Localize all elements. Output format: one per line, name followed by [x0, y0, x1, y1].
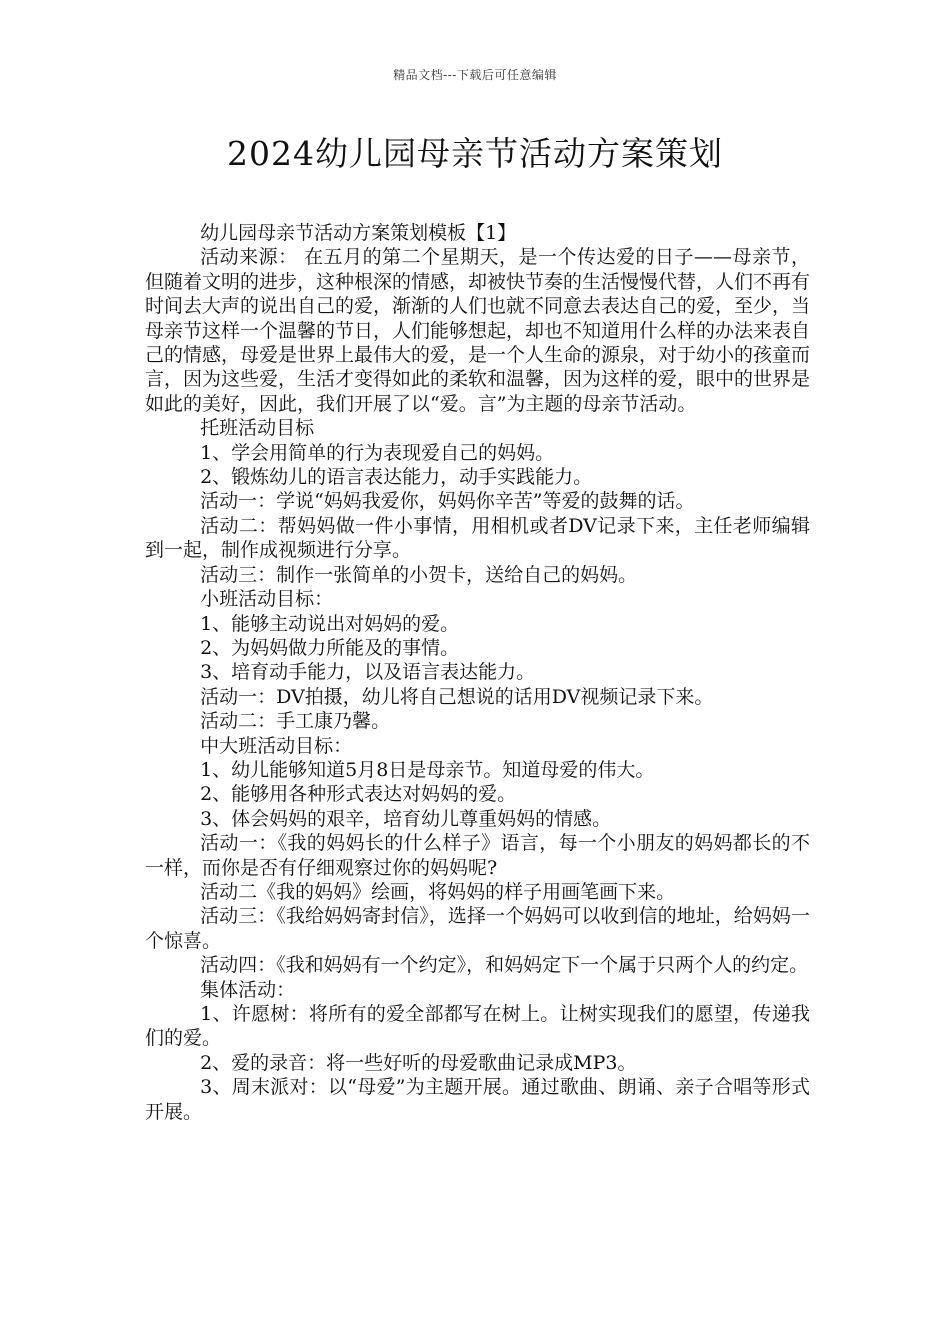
paragraph: 1、许愿树：将所有的爱全部都写在树上。让树实现我们的愿望，传递我们的爱。 [145, 1003, 810, 1050]
paragraph: 活动一：学说“妈妈我爱你，妈妈你辛苦”等爱的鼓舞的话。 [200, 490, 695, 513]
paragraph: 集体活动： [200, 978, 296, 1001]
paragraph: 1、幼儿能够知道5月8日是母亲节。知道母爱的伟大。 [200, 758, 655, 781]
paragraph: 3、周末派对：以“母爱”为主题开展。通过歌曲、朗诵、亲子合唱等形式开展。 [145, 1076, 810, 1123]
paragraph: 活动三：制作一张简单的小贺卡，送给自己的妈妈。 [200, 563, 638, 586]
paragraph: 1、能够主动说出对妈妈的爱。 [200, 612, 460, 635]
paragraph: 2、能够用各种形式表达对妈妈的爱。 [200, 783, 517, 806]
paragraph: 托班活动目标 [200, 417, 315, 440]
document-body [145, 221, 810, 1124]
paragraph: 活动来源： 在五月的第二个星期天，是一个传达爱的日子——母亲节，但随着文明的进步，这种根深的情感，却被快节奏的生活慢慢代替，人们不再有时间去大声的说出自己的爱，渐渐的人们也就不同意去表达自己的爱，至少，当母亲节这样一个温馨的节日，人们能够想起，却也不知道用什么样的办法来表自己的情感，母爱是世界上最伟大的爱，是一个人生命的源泉，对于幼小的孩童而言，因为这些爱，生活才变得如此的柔软和温馨，因为这样的爱，眼中的世界是如此的美好，因此，我们开展了以“爱。言”为主题的母亲节活动。 [145, 246, 811, 415]
paragraph: 3、培育动手能力，以及语言表达能力。 [200, 661, 536, 684]
paragraph: 2、为妈妈做力所能及的事情。 [200, 636, 460, 659]
paragraph: 活动二：手工康乃馨。 [200, 710, 391, 733]
paragraph: 幼儿园母亲节活动方案策划模板【1】 [200, 222, 517, 244]
paragraph: 活动一：《我的妈妈长的什么样子》语言，每一个小朋友的妈妈都长的不一样，而你是否有仔细观察过你的妈妈呢? [145, 832, 810, 879]
paragraph: 活动二《我的妈妈》绘画，将妈妈的样子用画笔画下来。 [200, 880, 676, 903]
paragraph: 小班活动目标： [200, 588, 334, 611]
header-note: 精品文档---下载后可任意编辑 [393, 68, 557, 82]
paragraph: 1、学会用简单的行为表现爱自己的妈妈。 [200, 441, 555, 464]
paragraph: 活动一：DV拍摄，幼儿将自己想说的话用DV视频记录下来。 [200, 685, 714, 708]
paragraph: 2、锻炼幼儿的语言表达能力，动手实践能力。 [200, 466, 593, 489]
paragraph: 2、爱的录音：将一些好听的母爱歌曲记录成MP3。 [200, 1051, 637, 1074]
paragraph: 3、体会妈妈的艰辛，培育幼儿尊重妈妈的情感。 [200, 807, 612, 830]
paragraph: 活动二：帮妈妈做一件小事情，用相机或者DV记录下来，主任老师编辑到一起，制作成视频进行分享。 [145, 514, 810, 562]
page-title: 2024幼儿园母亲节活动方案策划 [227, 134, 723, 173]
paragraph: 中大班活动目标： [200, 734, 353, 757]
paragraph: 活动三：《我给妈妈寄封信》，选择一个妈妈可以收到信的地址，给妈妈一个惊喜。 [145, 905, 810, 952]
paragraph: 活动四：《我和妈妈有一个约定》，和妈妈定下一个属于只两个人的约定。 [200, 954, 809, 977]
